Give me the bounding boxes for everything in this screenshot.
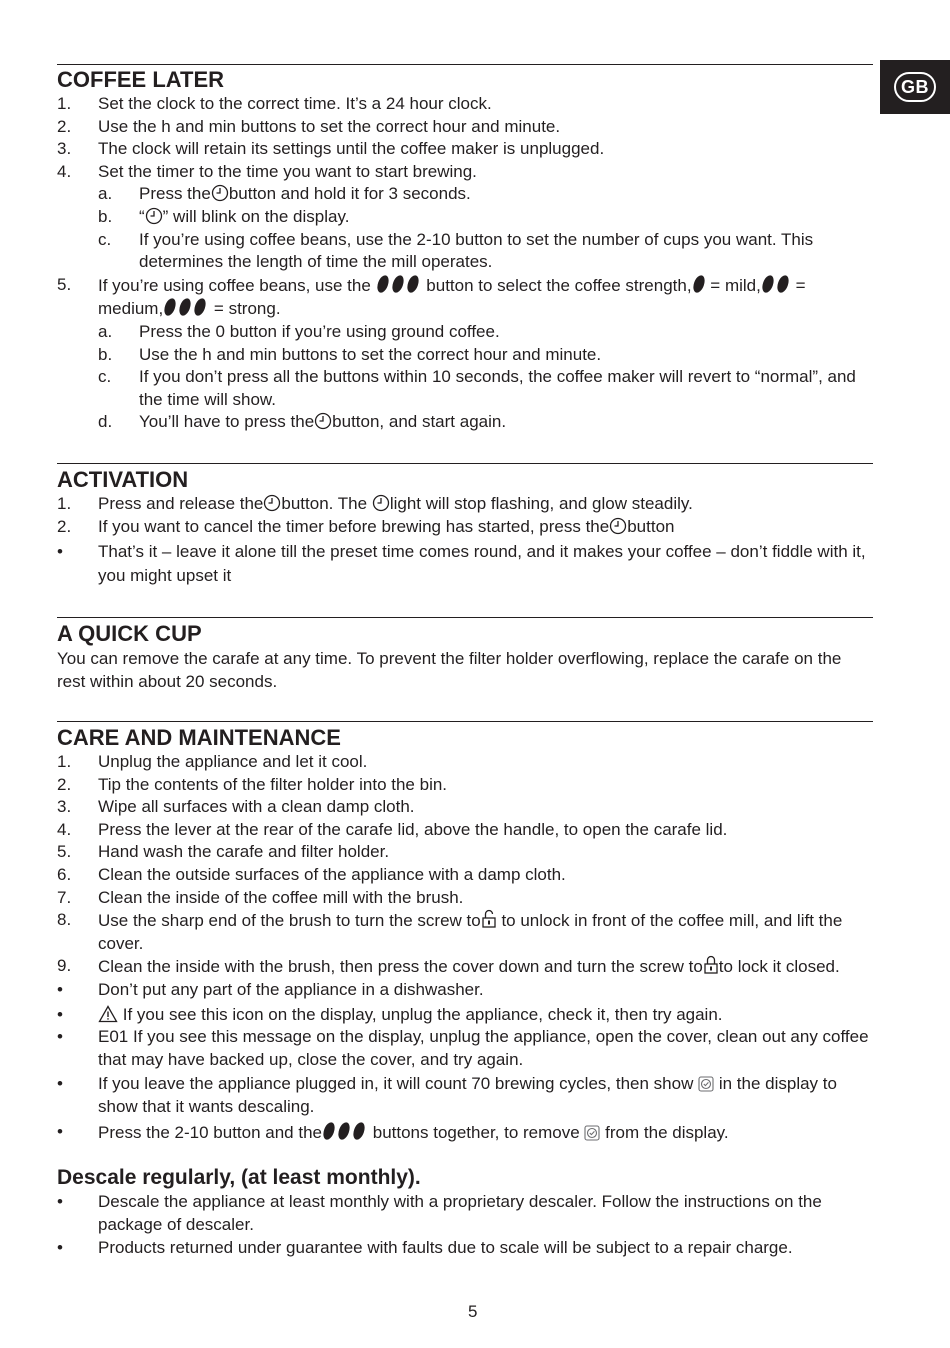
list-item: 1. Unplug the appliance and let it cool. <box>57 752 368 771</box>
list-subitem: d. You’ll have to press the button, and start again. <box>98 412 507 432</box>
list-subitem: c. If you don’t press all the buttons within 10 seconds, the coffee maker will revert to “normal”, and the time will show. <box>98 367 856 409</box>
list-item: 5. If you’re using coffee beans, use the button to select the coffee strength, = mild, = medium, = strong. <box>57 274 806 319</box>
clock-icon <box>211 184 229 202</box>
list-item: • That’s it – leave it alone till the preset time comes round, and it makes your coffee – don’t fiddle with it, you might upset it <box>57 542 866 586</box>
descale-icon <box>584 1125 600 1141</box>
bean-pair-icon <box>761 274 791 294</box>
list-item: 4. Press the lever at the rear of the carafe lid, above the handle, to open the carafe lid. <box>57 819 728 839</box>
section-title: CARE AND MAINTENANCE <box>57 725 341 750</box>
list-item: 4. Set the timer to the time you want to start brewing. <box>57 161 477 181</box>
list-subitem: a. Press the 0 button if you’re using ground coffee. <box>98 321 500 341</box>
list-item: 2. Use the h and min buttons to set the correct hour and minute. <box>57 116 561 136</box>
list-item: • If you see this icon on the display, unplug the appliance, check it, then try again. <box>57 1004 723 1024</box>
clock-icon <box>609 517 627 535</box>
language-tab <box>880 60 950 114</box>
list-subitem: b. Use the h and min buttons to set the correct hour and minute. <box>98 344 602 364</box>
page-number: 5 <box>468 1302 478 1321</box>
section-activation <box>57 463 873 588</box>
clock-icon <box>372 494 390 512</box>
section-quick-cup <box>57 617 873 693</box>
clock-icon <box>314 412 332 430</box>
list-item: 8. Use the sharp end of the brush to turn the screw to to unlock in front of the coffee mill, and lift the cover. <box>57 910 843 953</box>
unlock-icon <box>481 909 497 929</box>
list-item: 5. Hand wash the carafe and filter holder. <box>57 842 390 862</box>
section-descale <box>57 1165 873 1260</box>
list-item: 3. Wipe all surfaces with a clean damp cloth. <box>57 797 415 817</box>
list-item: 3. The clock will retain its settings until the coffee maker is unplugged. <box>57 139 605 159</box>
section-title: ACTIVATION <box>57 467 189 492</box>
paragraph: You can remove the carafe at any time. To prevent the filter holder overflowing, replace the carafe on the rest within about 20 seconds. <box>57 649 842 691</box>
list-item: 1. Press and release the button. The light will stop flashing, and glow steadily. <box>57 494 693 513</box>
gb-badge: GB <box>894 72 936 102</box>
bean-strength-icon <box>322 1121 368 1141</box>
list-item: • If you leave the appliance plugged in, it will count 70 brewing cycles, then show in the display to show that it wants descaling. <box>57 1074 837 1116</box>
list-item: 7. Clean the inside of the coffee mill with the brush. <box>57 887 464 907</box>
list-subitem: c. If you’re using coffee beans, use the 2-10 button to set the number of cups you want. This determines the length of time the mill operates. <box>98 229 814 272</box>
descale-icon <box>698 1076 714 1092</box>
list-item: • Press the 2-10 button and the buttons together, to remove from the display. <box>57 1121 729 1142</box>
section-title: A QUICK CUP <box>57 621 202 646</box>
section-title: Descale regularly, (at least monthly). <box>57 1166 421 1189</box>
section-care <box>57 721 873 1144</box>
clock-icon <box>263 494 281 512</box>
list-item: 1. Set the clock to the correct time. It’s a 24 hour clock. <box>57 94 492 113</box>
list-item: • E01 If you see this message on the display, unplug the appliance, open the cover, clean out any coffee that may have backed up, close the cover, and try again. <box>57 1027 869 1069</box>
section-coffee-later <box>57 64 873 434</box>
list-item: 2. If you want to cancel the timer before brewing has started, press the button <box>57 516 675 536</box>
list-subitem: a. Press the button and hold it for 3 seconds. <box>98 184 471 204</box>
list-subitem: b. “ ” will blink on the display. <box>98 206 350 226</box>
list-item: 6. Clean the outside surfaces of the appliance with a damp cloth. <box>57 864 566 884</box>
bean-strength-icon <box>163 297 209 317</box>
bean-strength-icon <box>376 274 422 294</box>
list-item: • Don’t put any part of the appliance in a dishwasher. <box>57 979 484 999</box>
list-item: 9. Clean the inside with the brush, then press the cover down and turn the screw to to lock it closed. <box>57 956 840 977</box>
clock-icon <box>145 207 163 225</box>
list-item: • Products returned under guarantee with faults due to scale will be subject to a repair charge. <box>57 1238 793 1258</box>
lock-icon <box>703 955 719 975</box>
section-title: COFFEE LATER <box>57 67 225 92</box>
list-item: • Descale the appliance at least monthly with a proprietary descaler. Follow the instructions on the package of descaler. <box>57 1192 822 1234</box>
warning-icon <box>98 1005 118 1023</box>
list-item: 2. Tip the contents of the filter holder into the bin. <box>57 774 448 794</box>
bean-icon <box>692 274 706 294</box>
